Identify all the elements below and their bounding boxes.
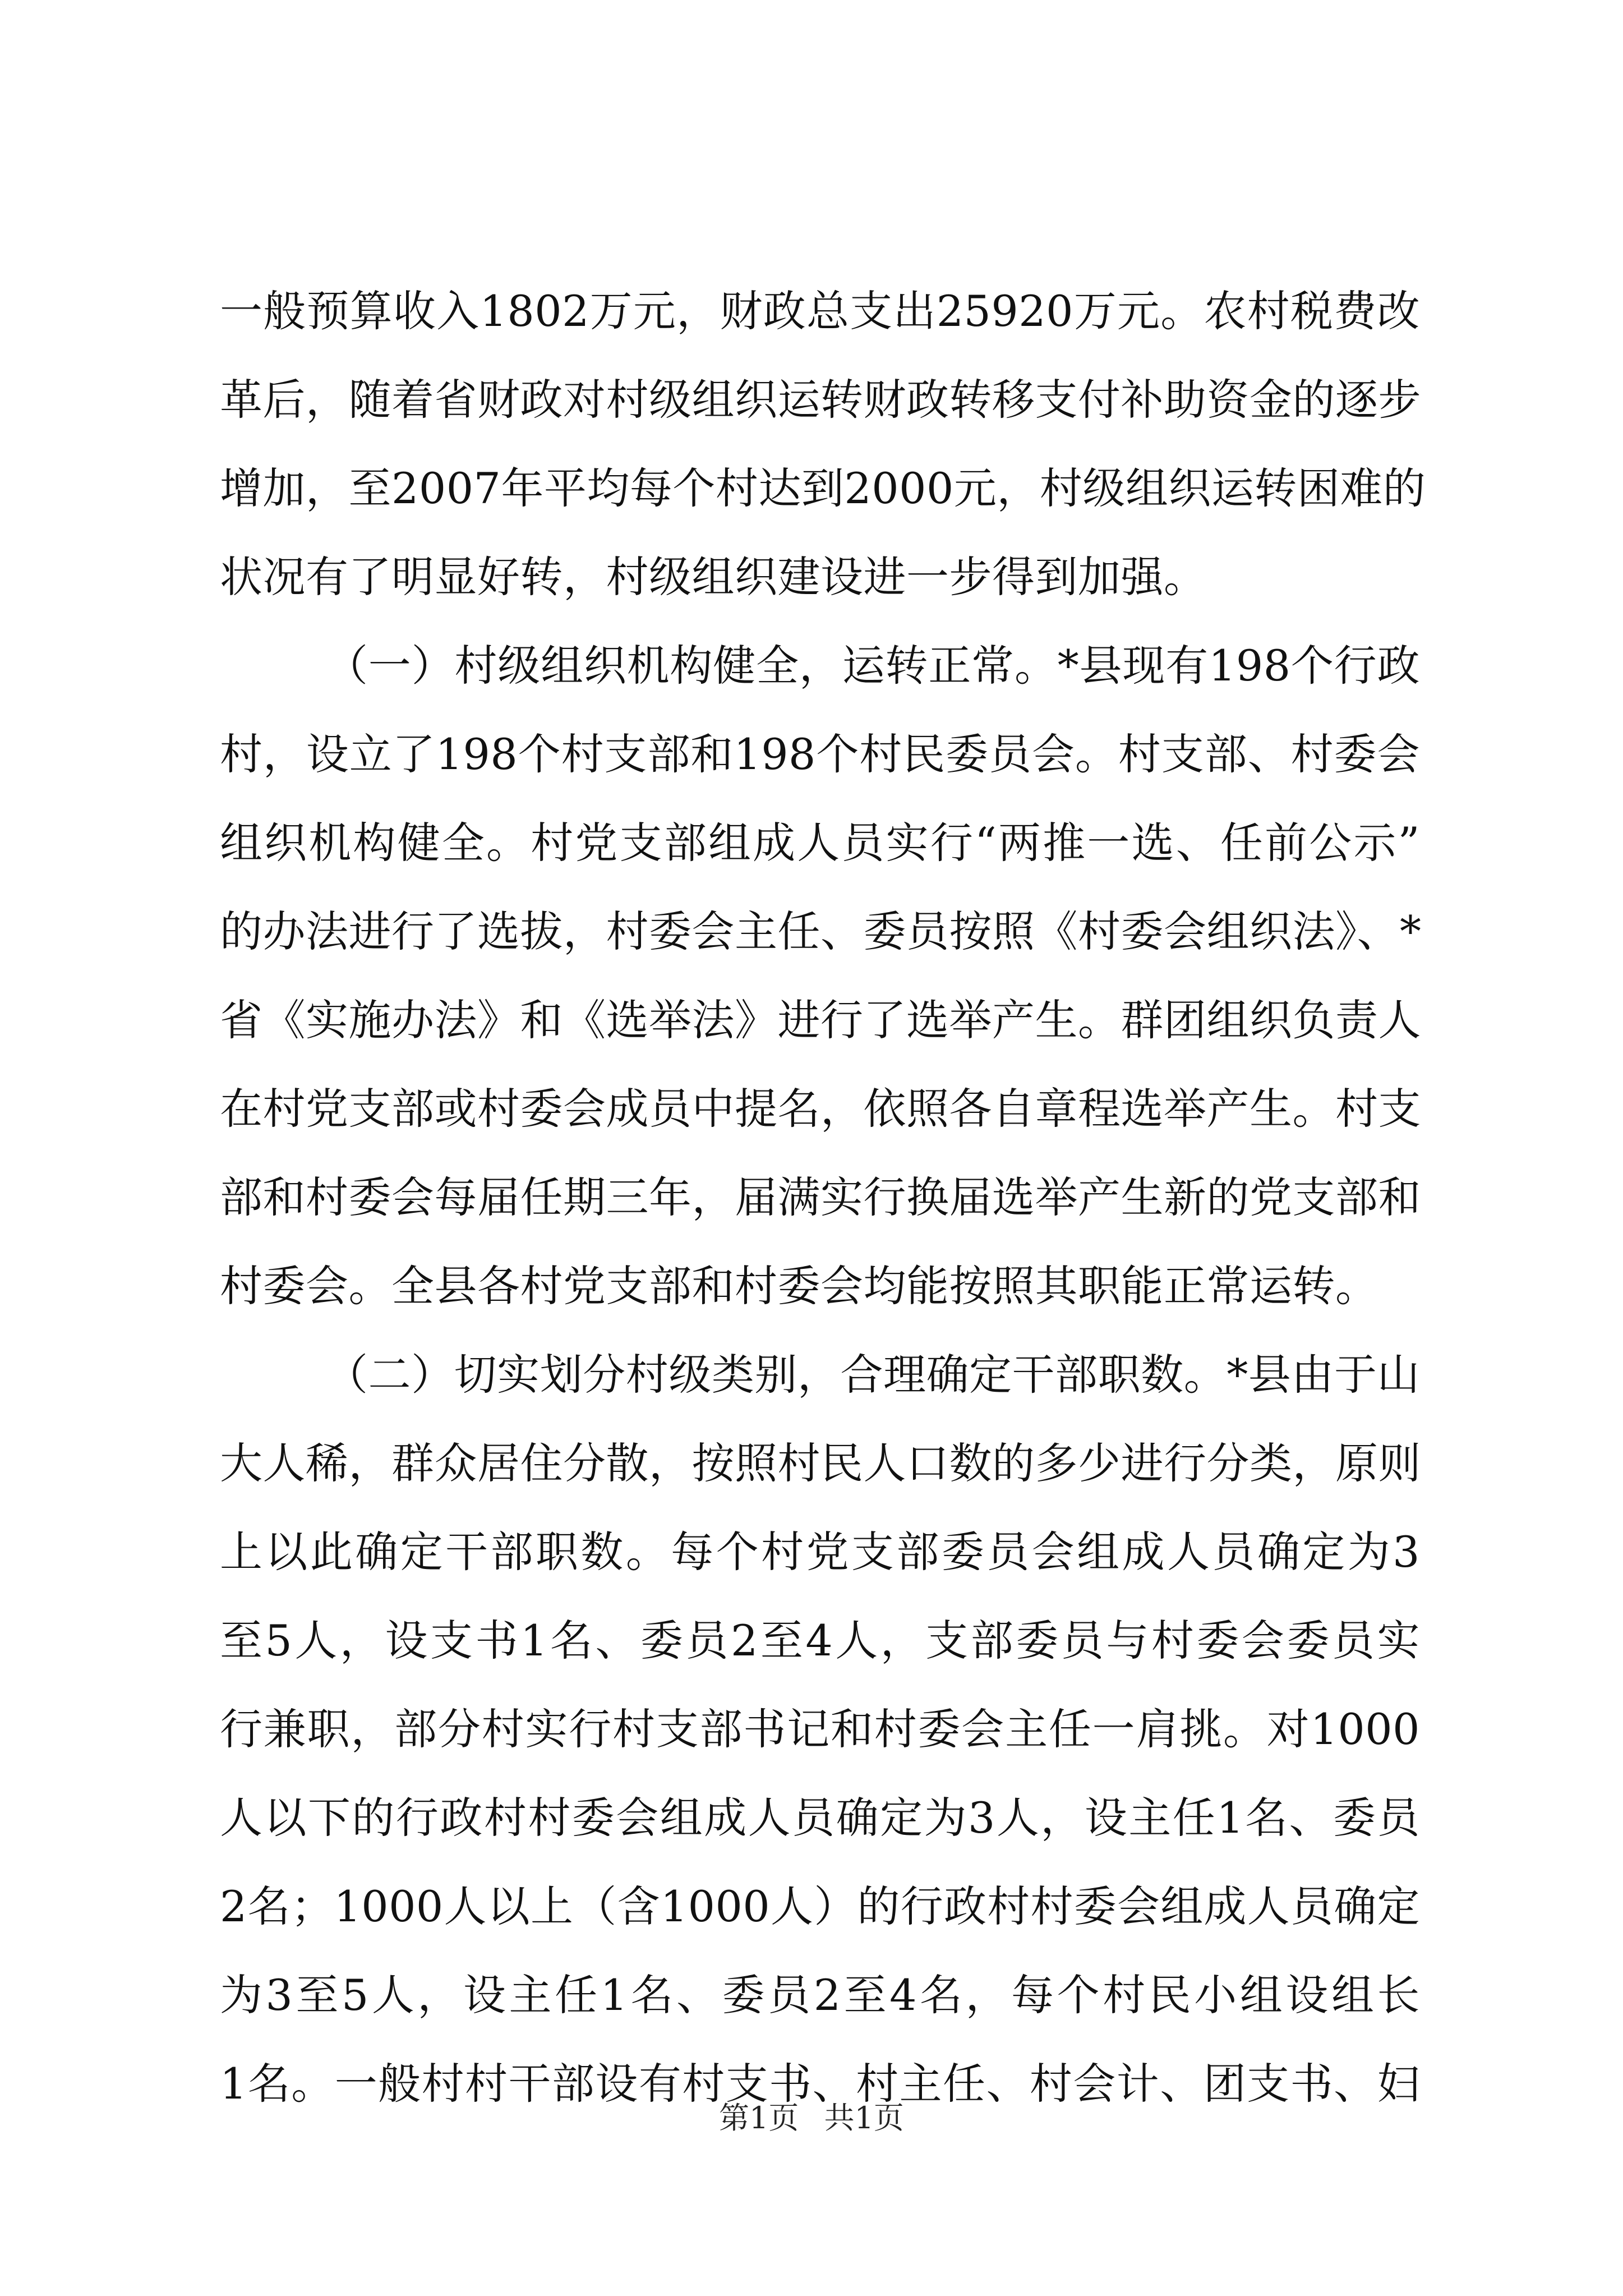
text-line: 的办法进行了选拔，村委会主任、委员按照《村委会组织法》、* [220, 907, 1422, 956]
text-line: （一）村级组织机构健全，运转正常。*县现有198个行政 [325, 641, 1420, 691]
document-body [220, 267, 1426, 2128]
paragraph-section-1 [220, 622, 1420, 1331]
page-number: 第1页 [719, 2100, 799, 2136]
text-line: 1名。一般村村干部设有村支书、村主任、村会计、团支书、妇 [220, 2059, 1420, 2109]
text-line: 大人稀，群众居住分散，按照村民人口数的多少进行分类，原则 [220, 1438, 1421, 1488]
text-line: 2名；1000人以上（含1000人）的行政村村委会组成人员确定 [220, 1881, 1420, 1931]
page-footer [0, 2096, 1623, 2141]
text-line: 村，设立了198个村支部和198个村民委员会。村支部、村委会 [220, 729, 1420, 779]
text-line: 上以此确定干部职数。每个村党支部委员会组成人员确定为3 [220, 1527, 1420, 1577]
text-line: 组织机构健全。村党支部组成人员实行“两推一选、任前公示” [220, 818, 1420, 868]
text-line: 增加，至2007年平均每个村达到2000元，村级组织运转困难的 [220, 463, 1426, 513]
text-line: 部和村委会每届任期三年，届满实行换届选举产生新的党支部和 [220, 1172, 1421, 1222]
text-line: 为3至5人，设主任1名、委员2至4名，每个村民小组设组长 [220, 1970, 1420, 2020]
text-line: （二）切实划分村级类别，合理确定干部职数。*县由于山 [325, 1350, 1420, 1400]
text-line: 至5人，设支书1名、委员2至4人，支部委员与村委会委员实 [220, 1616, 1420, 1665]
text-line: 革后，随着省财政对村级组织运转财政转移支付补助资金的逐步 [220, 375, 1421, 425]
text-line: 一般预算收入1802万元，财政总支出25920万元。农村税费改 [220, 286, 1420, 336]
text-line: 人以下的行政村村委会组成人员确定为3人，设主任1名、委员 [220, 1793, 1420, 1843]
paragraph-section-2 [220, 1331, 1420, 2128]
paragraph-intro [220, 267, 1426, 622]
text-line: 行兼职，部分村实行村支部书记和村委会主任一肩挑。对1000 [220, 1704, 1420, 1754]
text-line: 省《实施办法》和《选举法》进行了选举产生。群团组织负责人 [220, 995, 1421, 1045]
text-line: 村委会。全县各村党支部和村委会均能按照其职能正常运转。 [220, 1261, 1378, 1311]
text-line: 状况有了明显好转，村级组织建设进一步得到加强。 [220, 552, 1207, 602]
text-line: 在村党支部或村委会成员中提名，依照各自章程选举产生。村支 [220, 1084, 1421, 1134]
page-total: 共1页 [824, 2100, 904, 2136]
